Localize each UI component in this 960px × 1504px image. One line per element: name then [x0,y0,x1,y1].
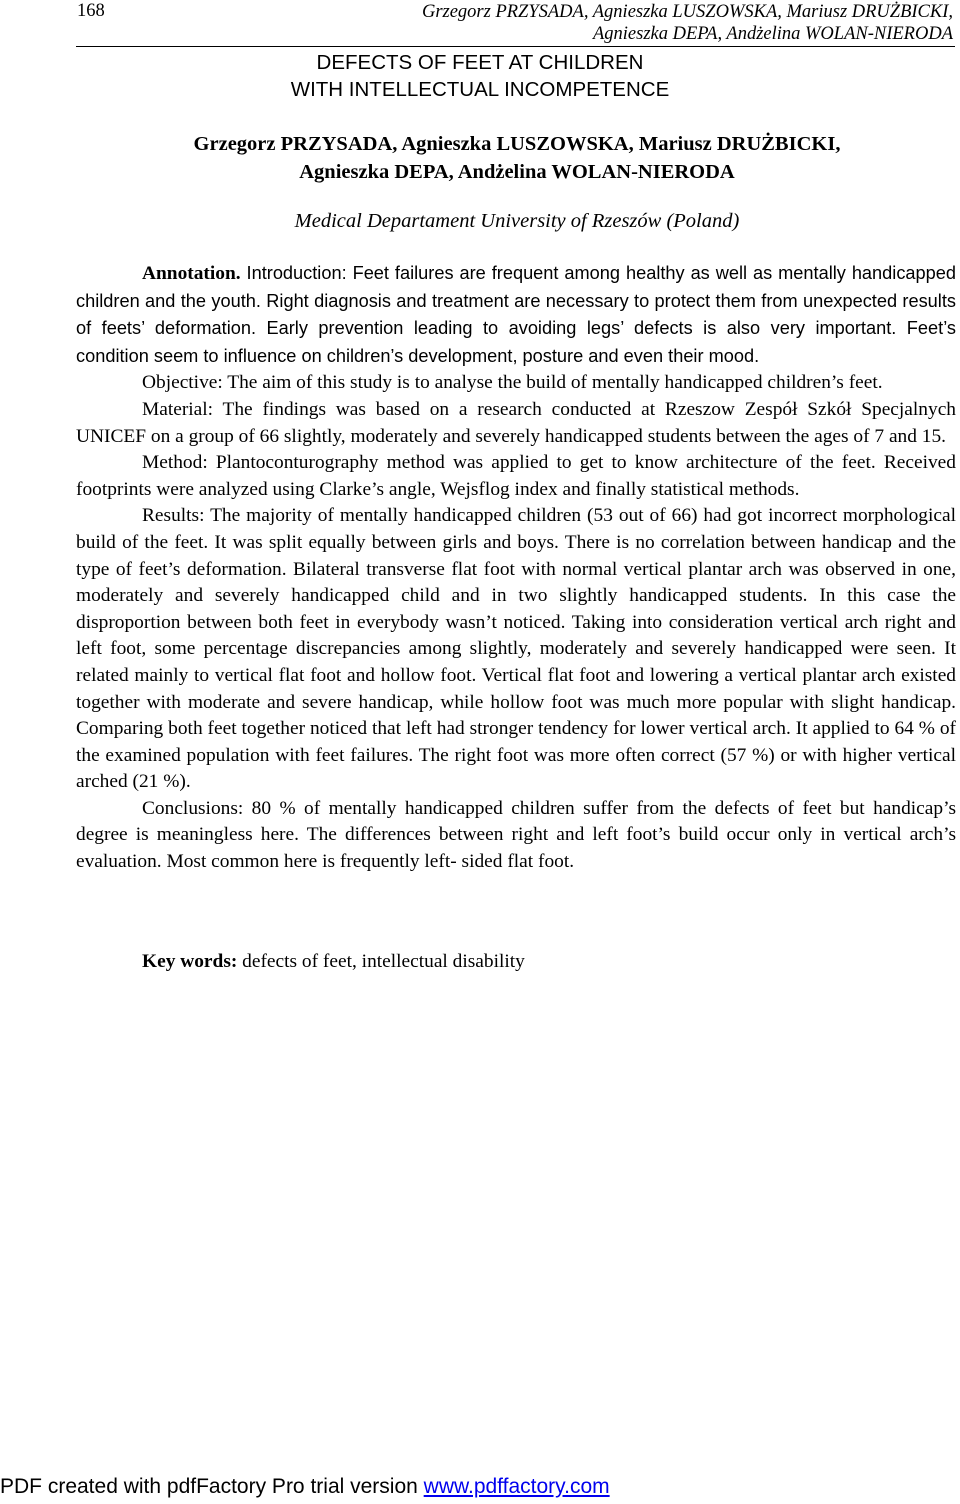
authors-line-1: Grzegorz PRZYSADA, Agnieszka LUSZOWSKA, Mariusz DRUŻBICKI, [193,133,841,155]
abstract-method: Method: Plantoconturography method was applied to get to know architecture of the feet. Received footprints were analyzed using Clarke’s angle, Wejsflog index and finally statistical methods. [76,452,956,500]
footer-text: PDF created with pdfFactory Pro trial version [0,1475,424,1498]
introduction-text: Introduction: Feet failures are frequent among healthy as well as mentally handicapped children and the youth. Right diagnosis and treatment are necessary to protect them from unexpected results of feets’ deformation. Early prevention leading to avoiding legs’ defects is also very important. Feet’s condition seem to influence on children’s development, posture and even their mood. [76,263,956,366]
affiliation: Medical Departament University of Rzeszów (Poland) [294,210,740,232]
abstract [76,260,956,876]
authors-line-2: Agnieszka DEPA, Andżelina WOLAN-NIERODA [299,161,735,183]
running-head-line-1: Grzegorz PRZYSADA, Agnieszka LUSZOWSKA, Mariusz DRUŻBICKI, [421,2,953,22]
pdf-footer [0,1474,610,1500]
annotation-label: Annotation. [142,263,241,284]
keywords-label: Key words: [142,951,238,972]
running-head-authors [422,1,953,45]
pdffactory-link[interactable]: www.pdffactory.com [423,1475,610,1498]
author-list [0,130,960,186]
running-header [0,0,960,50]
abstract-material: Material: The findings was based on a research conducted at Rzeszow Zespół Szkół Specjalnych UNICEF on a group of 66 slightly, moderately and severely handicapped students between the ages of 7 and 15. [76,398,956,447]
abstract-introduction [76,260,956,370]
keywords-text: defects of feet, intellectual disability [237,951,525,972]
abstract-objective: Objective: The aim of this study is to analyse the build of mentally handicapped children’s feet. [142,372,883,394]
abstract-conclusions: Conclusions: 80 % of mentally handicapped children suffer from the defects of feet but handicap’s degree is meaningless here. The differences between right and left foot’s build occur only in vertical arch’s evaluation. Most common here is frequently left- sided flat foot. [76,797,956,873]
abstract-results: Results: The majority of mentally handicapped children (53 out of 66) had got incorrect morphological build of the feet. It was split equally between girls and boys. There is no correlation between handicap and the type of feet’s deformation. Bilateral transverse flat foot with normal vertical plantar arch was observed in one, moderately and severely handicapped child and in two slightly handicapped students. In this case the disproportion between both feet in everybody wasn’t noticed. Taking into consideration vertical arch right and left foot, some percentage discrepancies among slightly, moderately and severely handicapped were seen. It related mainly to vertical flat foot and hollow foot. Vertical flat foot and lowering a vertical plantar arch existed together with moderate and severe handicap, while hollow foot was much more popular with slight handicap. Comparing both feet together noticed that left had stronger tendency for lower vertical arch. It applied to 64 % of the examined population with feet failures. The right foot was more often correct (57 %) or with higher vertical arched (21 %). [76,505,956,793]
title-line-1: DEFECTS OF FEET AT CHILDREN [316,51,644,74]
running-head-line-2: Agnieszka DEPA, Andżelina WOLAN-NIERODA [592,24,953,44]
title-line-2: WITH INTELLECTUAL INCOMPETENCE [290,78,670,101]
header-rule [76,46,955,47]
article-title [0,49,960,103]
keywords [142,949,525,975]
page-number: 168 [77,1,105,21]
